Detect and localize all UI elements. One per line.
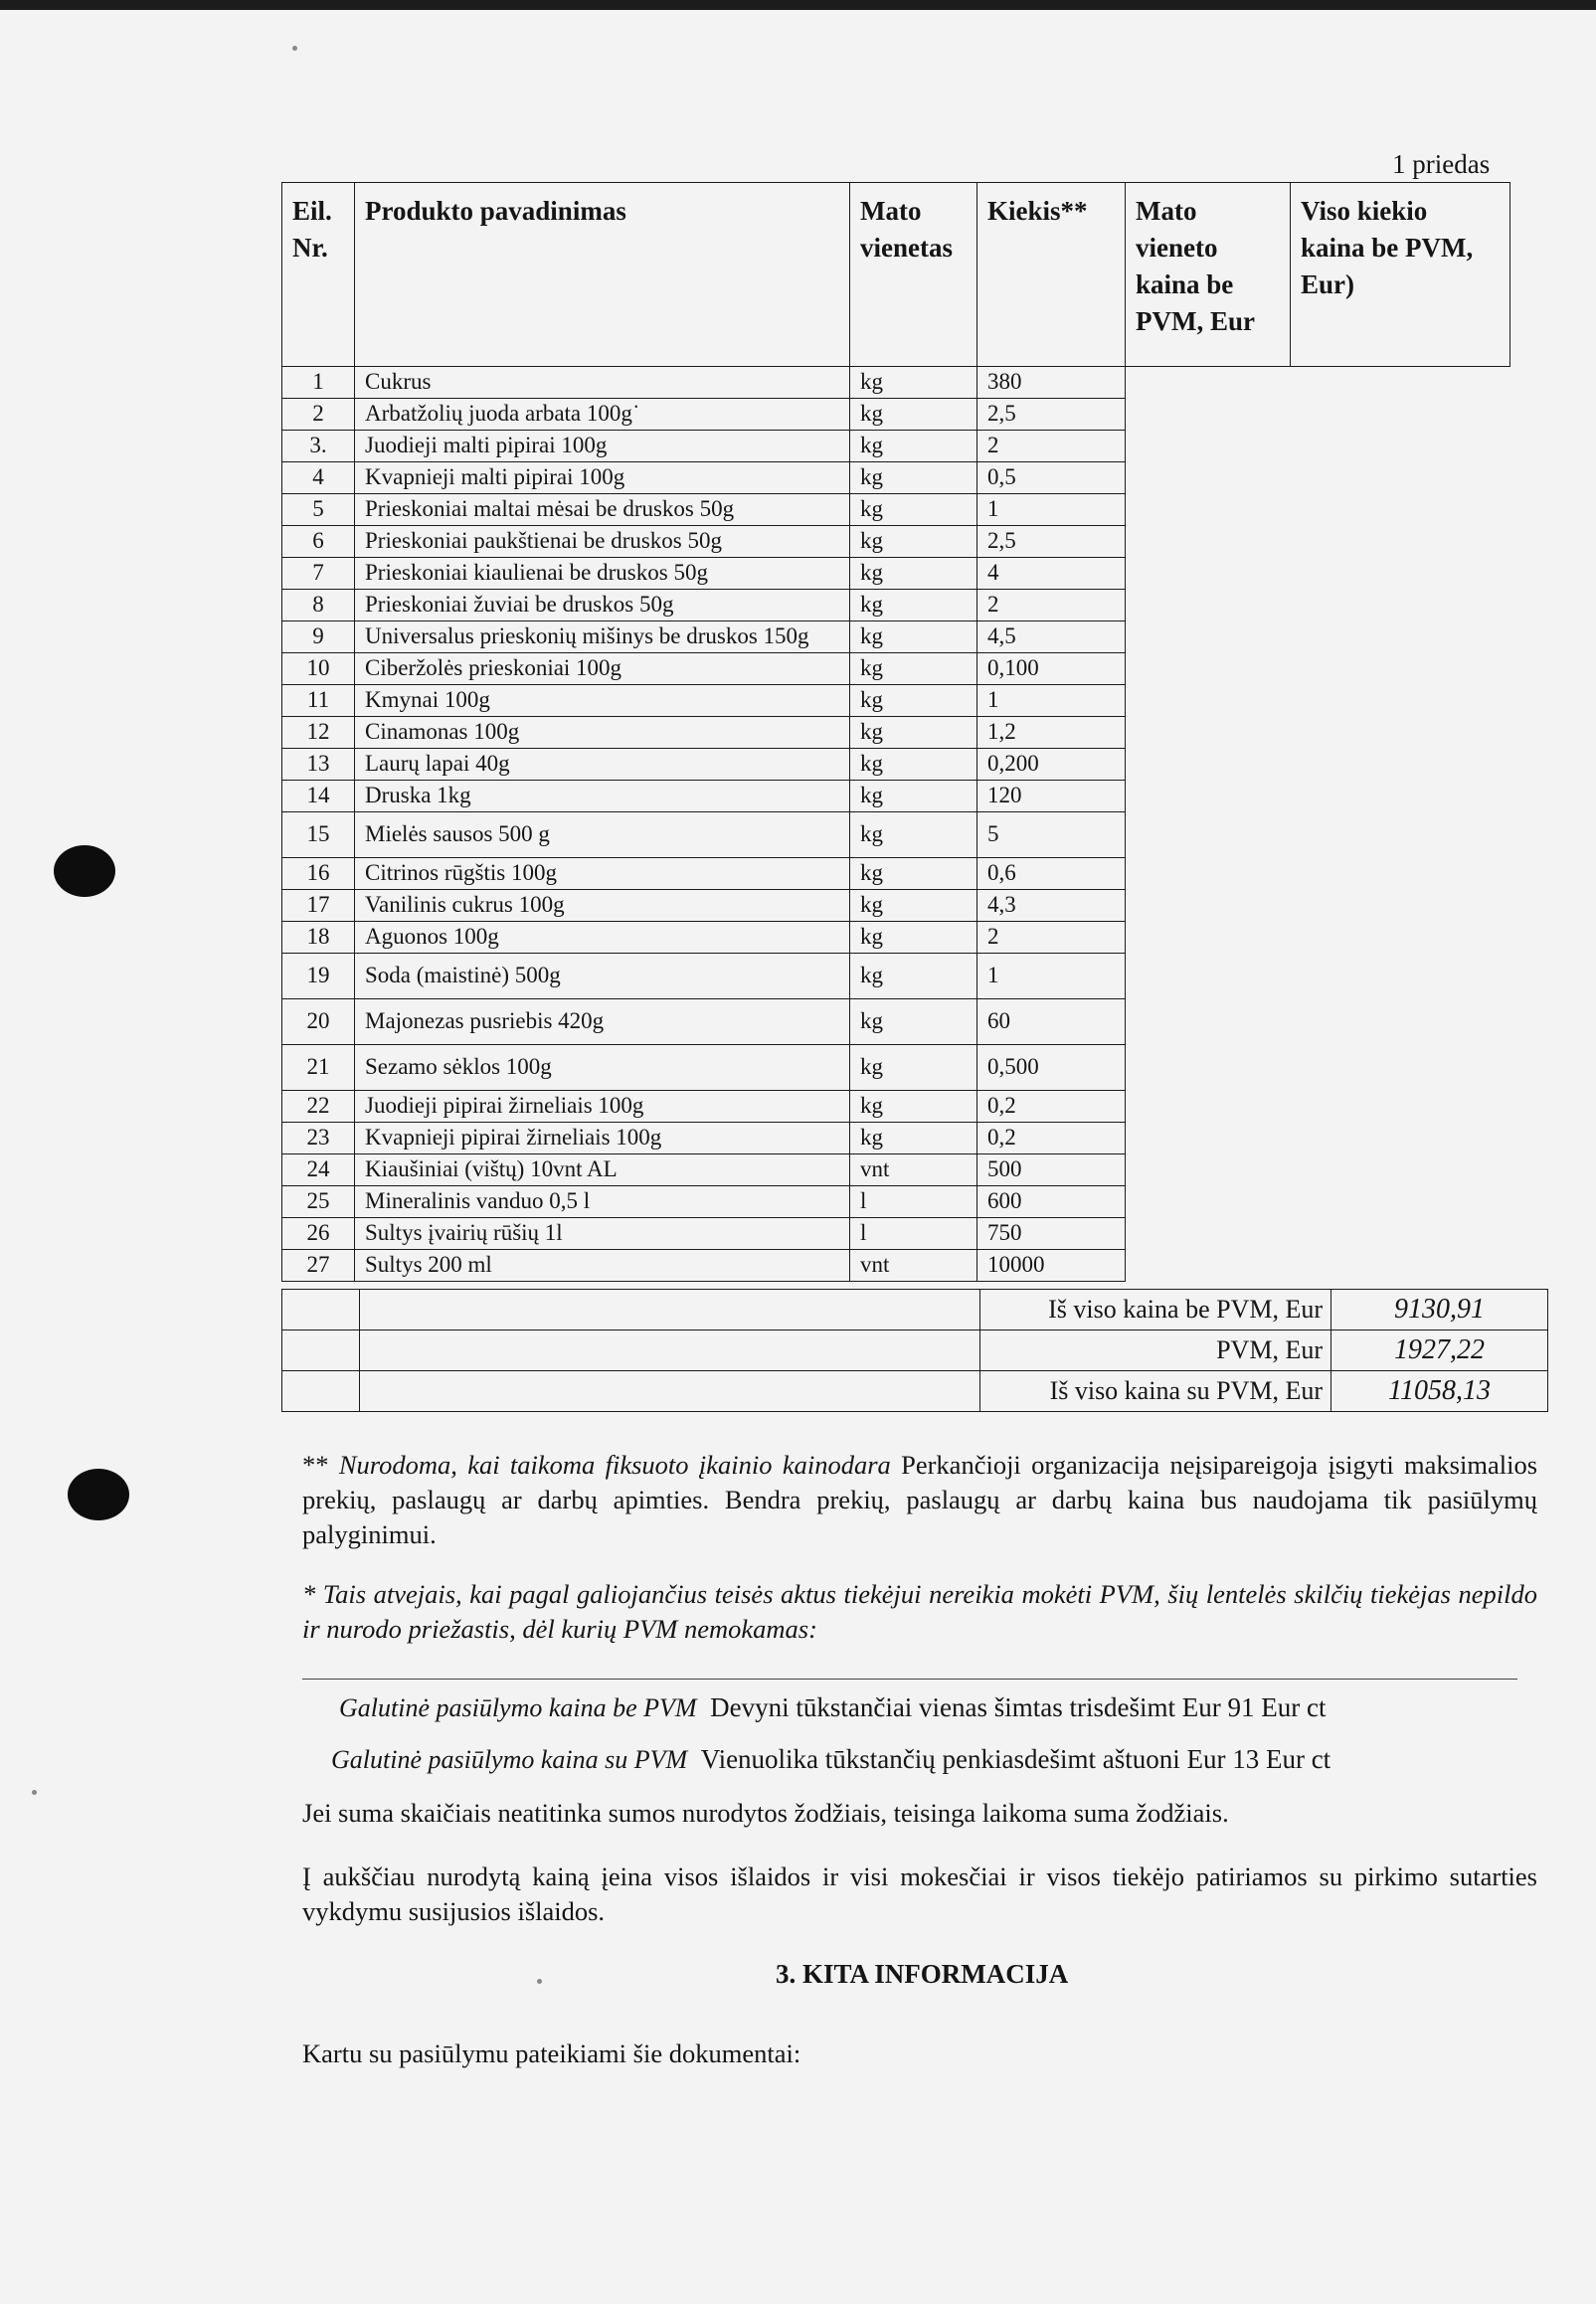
product-name: Aguonos 100g bbox=[355, 922, 850, 954]
product-name: Prieskoniai paukštienai be druskos 50g bbox=[355, 526, 850, 558]
documents-intro: Kartu su pasiūlymu pateikiami šie dokumentai: bbox=[302, 2038, 801, 2068]
table-row bbox=[282, 1186, 1510, 1218]
unit: kg bbox=[850, 558, 977, 590]
vat-label: PVM, Eur bbox=[980, 1330, 1331, 1371]
row-number: 6 bbox=[282, 526, 355, 558]
words-rule-text: Jei suma skaičiais neatitinka sumos nurodytos žodžiais, teisinga laikoma suma žodžiais. bbox=[302, 1798, 1229, 1828]
quantity: 4,3 bbox=[977, 890, 1126, 922]
empty-cell bbox=[1291, 494, 1510, 526]
table-row bbox=[282, 431, 1510, 462]
table-row bbox=[282, 1123, 1510, 1154]
empty-cell bbox=[1291, 431, 1510, 462]
quantity: 750 bbox=[977, 1218, 1126, 1250]
unit: kg bbox=[850, 812, 977, 858]
product-name: Juodieji malti pipirai 100g bbox=[355, 431, 850, 462]
table-row bbox=[282, 890, 1510, 922]
empty-cell bbox=[1126, 590, 1291, 621]
empty-cell bbox=[1126, 999, 1291, 1045]
row-number: 5 bbox=[282, 494, 355, 526]
row-number: 15 bbox=[282, 812, 355, 858]
empty-cell bbox=[1291, 922, 1510, 954]
product-name: Kvapnieji malti pipirai 100g bbox=[355, 462, 850, 494]
unit: kg bbox=[850, 749, 977, 781]
row-number: 19 bbox=[282, 954, 355, 999]
empty-cell bbox=[1291, 1045, 1510, 1091]
product-name: Kmynai 100g bbox=[355, 685, 850, 717]
empty-cell bbox=[1291, 890, 1510, 922]
unit: kg bbox=[850, 1091, 977, 1123]
table-row bbox=[282, 858, 1510, 890]
empty-cell bbox=[1291, 685, 1510, 717]
empty-cell bbox=[1126, 812, 1291, 858]
table-row bbox=[282, 812, 1510, 858]
unit: kg bbox=[850, 954, 977, 999]
row-number: 22 bbox=[282, 1091, 355, 1123]
table-row bbox=[282, 367, 1510, 399]
total-without-vat-value: 9130,91 bbox=[1331, 1290, 1548, 1330]
row-number: 23 bbox=[282, 1123, 355, 1154]
divider-line bbox=[302, 1679, 1517, 1680]
quantity: 10000 bbox=[977, 1250, 1126, 1282]
vat-value: 1927,22 bbox=[1331, 1330, 1548, 1371]
empty-cell bbox=[1291, 781, 1510, 812]
product-name: Kiaušiniai (vištų) 10vnt AL bbox=[355, 1154, 850, 1186]
product-name: Kvapnieji pipirai žirneliais 100g bbox=[355, 1123, 850, 1154]
empty-cell bbox=[1291, 621, 1510, 653]
table-row bbox=[282, 922, 1510, 954]
punch-hole-bottom bbox=[68, 1469, 129, 1520]
total-row bbox=[282, 1330, 1548, 1371]
empty-cell bbox=[1126, 954, 1291, 999]
row-number: 27 bbox=[282, 1250, 355, 1282]
product-name: Prieskoniai žuviai be druskos 50g bbox=[355, 590, 850, 621]
row-number: 18 bbox=[282, 922, 355, 954]
empty-cell bbox=[1126, 653, 1291, 685]
quantity: 0,500 bbox=[977, 1045, 1126, 1091]
unit: kg bbox=[850, 1045, 977, 1091]
empty-cell bbox=[1291, 858, 1510, 890]
empty-cell bbox=[1126, 1123, 1291, 1154]
row-number: 21 bbox=[282, 1045, 355, 1091]
row-number: 3. bbox=[282, 431, 355, 462]
product-name: Arbatžolių juoda arbata 100g˙ bbox=[355, 399, 850, 431]
table-row bbox=[282, 399, 1510, 431]
product-name: Vanilinis cukrus 100g bbox=[355, 890, 850, 922]
unit: l bbox=[850, 1218, 977, 1250]
table-row bbox=[282, 685, 1510, 717]
total-with-vat-label: Iš viso kaina su PVM, Eur bbox=[980, 1371, 1331, 1412]
product-name: Ciberžolės prieskoniai 100g bbox=[355, 653, 850, 685]
punch-hole-top bbox=[54, 845, 115, 897]
product-name: Majonezas pusriebis 420g bbox=[355, 999, 850, 1045]
empty-cell bbox=[1126, 367, 1291, 399]
empty-cell bbox=[1126, 781, 1291, 812]
product-name: Universalus prieskonių mišinys be druskos 150g bbox=[355, 621, 850, 653]
table-row bbox=[282, 1250, 1510, 1282]
unit: kg bbox=[850, 858, 977, 890]
totals-table bbox=[281, 1289, 1548, 1412]
row-number: 17 bbox=[282, 890, 355, 922]
unit: kg bbox=[850, 890, 977, 922]
row-number: 14 bbox=[282, 781, 355, 812]
total-without-vat-label: Iš viso kaina be PVM, Eur bbox=[980, 1290, 1331, 1330]
header-unit-price: Mato vieneto kaina be PVM, Eur bbox=[1126, 183, 1291, 367]
quantity: 1 bbox=[977, 954, 1126, 999]
table-row bbox=[282, 999, 1510, 1045]
table-row bbox=[282, 590, 1510, 621]
product-name: Cinamonas 100g bbox=[355, 717, 850, 749]
empty-cell bbox=[1126, 526, 1291, 558]
quantity: 0,6 bbox=[977, 858, 1126, 890]
unit: kg bbox=[850, 494, 977, 526]
unit: kg bbox=[850, 653, 977, 685]
empty-cell bbox=[1126, 621, 1291, 653]
empty-cell bbox=[1126, 717, 1291, 749]
product-name: Sezamo sėklos 100g bbox=[355, 1045, 850, 1091]
final-price-with-vat: Galutinė pasiūlymo kaina su PVM Vienuolika tūkstančių penkiasdešimt aštuoni Eur 13 Eur ct bbox=[331, 1744, 1331, 1774]
scan-speck bbox=[32, 1790, 37, 1795]
empty-cell bbox=[1291, 999, 1510, 1045]
empty-cell bbox=[1126, 858, 1291, 890]
quantity: 4 bbox=[977, 558, 1126, 590]
row-number: 24 bbox=[282, 1154, 355, 1186]
header-quantity: Kiekis** bbox=[977, 183, 1126, 367]
row-number: 25 bbox=[282, 1186, 355, 1218]
empty-cell bbox=[1291, 1186, 1510, 1218]
unit: vnt bbox=[850, 1250, 977, 1282]
row-number: 4 bbox=[282, 462, 355, 494]
product-table bbox=[281, 182, 1510, 1282]
product-name: Prieskoniai kiaulienai be druskos 50g bbox=[355, 558, 850, 590]
row-number: 1 bbox=[282, 367, 355, 399]
unit: kg bbox=[850, 590, 977, 621]
empty-cell bbox=[1126, 1250, 1291, 1282]
table-row bbox=[282, 653, 1510, 685]
empty-cell bbox=[1291, 399, 1510, 431]
empty-cell bbox=[1126, 558, 1291, 590]
empty-cell bbox=[1126, 890, 1291, 922]
unit: l bbox=[850, 1186, 977, 1218]
empty-cell bbox=[1291, 1123, 1510, 1154]
scan-top-edge bbox=[0, 0, 1596, 10]
unit: kg bbox=[850, 1123, 977, 1154]
total-with-vat-value: 11058,13 bbox=[1331, 1371, 1548, 1412]
product-name: Mielės sausos 500 g bbox=[355, 812, 850, 858]
quantity: 600 bbox=[977, 1186, 1126, 1218]
quantity: 0,100 bbox=[977, 653, 1126, 685]
empty-cell bbox=[1126, 1154, 1291, 1186]
section-heading: 3. KITA INFORMACIJA bbox=[776, 1959, 1069, 1989]
table-row bbox=[282, 717, 1510, 749]
empty-cell bbox=[1291, 717, 1510, 749]
empty-cell bbox=[1291, 1218, 1510, 1250]
empty-cell bbox=[1126, 1045, 1291, 1091]
product-name: Prieskoniai maltai mėsai be druskos 50g bbox=[355, 494, 850, 526]
empty-cell bbox=[1126, 494, 1291, 526]
product-name: Druska 1kg bbox=[355, 781, 850, 812]
unit: vnt bbox=[850, 1154, 977, 1186]
quantity: 2 bbox=[977, 590, 1126, 621]
empty-cell bbox=[1291, 653, 1510, 685]
annex-label: 1 priedas bbox=[1392, 149, 1491, 179]
product-name: Sultys 200 ml bbox=[355, 1250, 850, 1282]
quantity: 380 bbox=[977, 367, 1126, 399]
row-number: 7 bbox=[282, 558, 355, 590]
row-number: 26 bbox=[282, 1218, 355, 1250]
table-row bbox=[282, 526, 1510, 558]
total-row bbox=[282, 1371, 1548, 1412]
header-total-price: Viso kiekio kaina be PVM, Eur) bbox=[1291, 183, 1510, 367]
product-name: Citrinos rūgštis 100g bbox=[355, 858, 850, 890]
table-row bbox=[282, 1154, 1510, 1186]
table-row bbox=[282, 1218, 1510, 1250]
row-number: 11 bbox=[282, 685, 355, 717]
empty-cell bbox=[1291, 812, 1510, 858]
product-name: Mineralinis vanduo 0,5 l bbox=[355, 1186, 850, 1218]
table-header-row bbox=[282, 183, 1510, 367]
table-row bbox=[282, 1045, 1510, 1091]
empty-cell bbox=[1291, 462, 1510, 494]
table-row bbox=[282, 621, 1510, 653]
product-name: Laurų lapai 40g bbox=[355, 749, 850, 781]
row-number: 12 bbox=[282, 717, 355, 749]
quantity: 2 bbox=[977, 922, 1126, 954]
empty-cell bbox=[1291, 367, 1510, 399]
scan-speck bbox=[292, 46, 297, 51]
header-product-name: Produkto pavadinimas bbox=[355, 183, 850, 367]
row-number: 2 bbox=[282, 399, 355, 431]
quantity: 120 bbox=[977, 781, 1126, 812]
unit: kg bbox=[850, 717, 977, 749]
total-row bbox=[282, 1290, 1548, 1330]
unit: kg bbox=[850, 462, 977, 494]
row-number: 13 bbox=[282, 749, 355, 781]
product-name: Juodieji pipirai žirneliais 100g bbox=[355, 1091, 850, 1123]
empty-cell bbox=[1126, 462, 1291, 494]
row-number: 10 bbox=[282, 653, 355, 685]
quantity: 2 bbox=[977, 431, 1126, 462]
table-row bbox=[282, 954, 1510, 999]
empty-cell bbox=[1291, 526, 1510, 558]
unit: kg bbox=[850, 367, 977, 399]
empty-cell bbox=[1126, 749, 1291, 781]
header-unit: Mato vienetas bbox=[850, 183, 977, 367]
empty-cell bbox=[1291, 558, 1510, 590]
product-name: Sultys įvairių rūšių 1l bbox=[355, 1218, 850, 1250]
quantity: 1,2 bbox=[977, 717, 1126, 749]
note-vat-exempt: * Tais atvejais, kai pagal galiojančius teisės aktus tiekėjui nereikia mokėti PVM, šių lentelės skilčių tiekėjas nepildo ir nurodo priežastis, dėl kurių PVM nemokamas: bbox=[302, 1579, 1537, 1644]
quantity: 0,2 bbox=[977, 1123, 1126, 1154]
empty-cell bbox=[1291, 1091, 1510, 1123]
quantity: 60 bbox=[977, 999, 1126, 1045]
table-row bbox=[282, 462, 1510, 494]
table-row bbox=[282, 781, 1510, 812]
empty-cell bbox=[1291, 1250, 1510, 1282]
row-number: 16 bbox=[282, 858, 355, 890]
unit: kg bbox=[850, 431, 977, 462]
table-row bbox=[282, 1091, 1510, 1123]
final-price-without-vat: Galutinė pasiūlymo kaina be PVM Devyni tūkstančiai vienas šimtas trisdešimt Eur 91 Eur ct bbox=[339, 1692, 1327, 1722]
empty-cell bbox=[1291, 590, 1510, 621]
quantity: 1 bbox=[977, 494, 1126, 526]
table-row bbox=[282, 494, 1510, 526]
quantity: 0,200 bbox=[977, 749, 1126, 781]
table-row bbox=[282, 558, 1510, 590]
unit: kg bbox=[850, 621, 977, 653]
note-fixed-price: ** Nurodoma, kai taikoma fiksuoto įkainio kainodara Perkančioji organizacija neįsipareigoja įsigyti maksimalios prekių, paslaugų ar darbų apimties. Bendra prekių, paslaugų ar darbų kaina bus naudojama tik pasiūlymų palyginimui. bbox=[302, 1450, 1538, 1549]
row-number: 20 bbox=[282, 999, 355, 1045]
empty-cell bbox=[1291, 1154, 1510, 1186]
quantity: 2,5 bbox=[977, 399, 1126, 431]
empty-cell bbox=[1126, 399, 1291, 431]
empty-cell bbox=[1126, 1186, 1291, 1218]
quantity: 1 bbox=[977, 685, 1126, 717]
quantity: 5 bbox=[977, 812, 1126, 858]
empty-cell bbox=[1126, 922, 1291, 954]
quantity: 0,5 bbox=[977, 462, 1126, 494]
product-name: Soda (maistinė) 500g bbox=[355, 954, 850, 999]
table-row bbox=[282, 749, 1510, 781]
quantity: 2,5 bbox=[977, 526, 1126, 558]
unit: kg bbox=[850, 526, 977, 558]
unit: kg bbox=[850, 922, 977, 954]
row-number: 9 bbox=[282, 621, 355, 653]
scan-speck bbox=[537, 1979, 542, 1984]
unit: kg bbox=[850, 685, 977, 717]
row-number: 8 bbox=[282, 590, 355, 621]
empty-cell bbox=[1126, 685, 1291, 717]
empty-cell bbox=[1126, 431, 1291, 462]
quantity: 0,2 bbox=[977, 1091, 1126, 1123]
empty-cell bbox=[1126, 1091, 1291, 1123]
empty-cell bbox=[1126, 1218, 1291, 1250]
product-name: Cukrus bbox=[355, 367, 850, 399]
unit: kg bbox=[850, 999, 977, 1045]
unit: kg bbox=[850, 781, 977, 812]
header-nr: Eil. Nr. bbox=[282, 183, 355, 367]
quantity: 500 bbox=[977, 1154, 1126, 1186]
quantity: 4,5 bbox=[977, 621, 1126, 653]
empty-cell bbox=[1291, 749, 1510, 781]
empty-cell bbox=[1291, 954, 1510, 999]
unit: kg bbox=[850, 399, 977, 431]
included-costs-text: Į aukščiau nurodytą kainą įeina visos išlaidos ir visi mokesčiai ir visos tiekėjo patiriamos su pirkimo sutarties vykdymu susijusios išlaidos. bbox=[302, 1861, 1537, 1926]
